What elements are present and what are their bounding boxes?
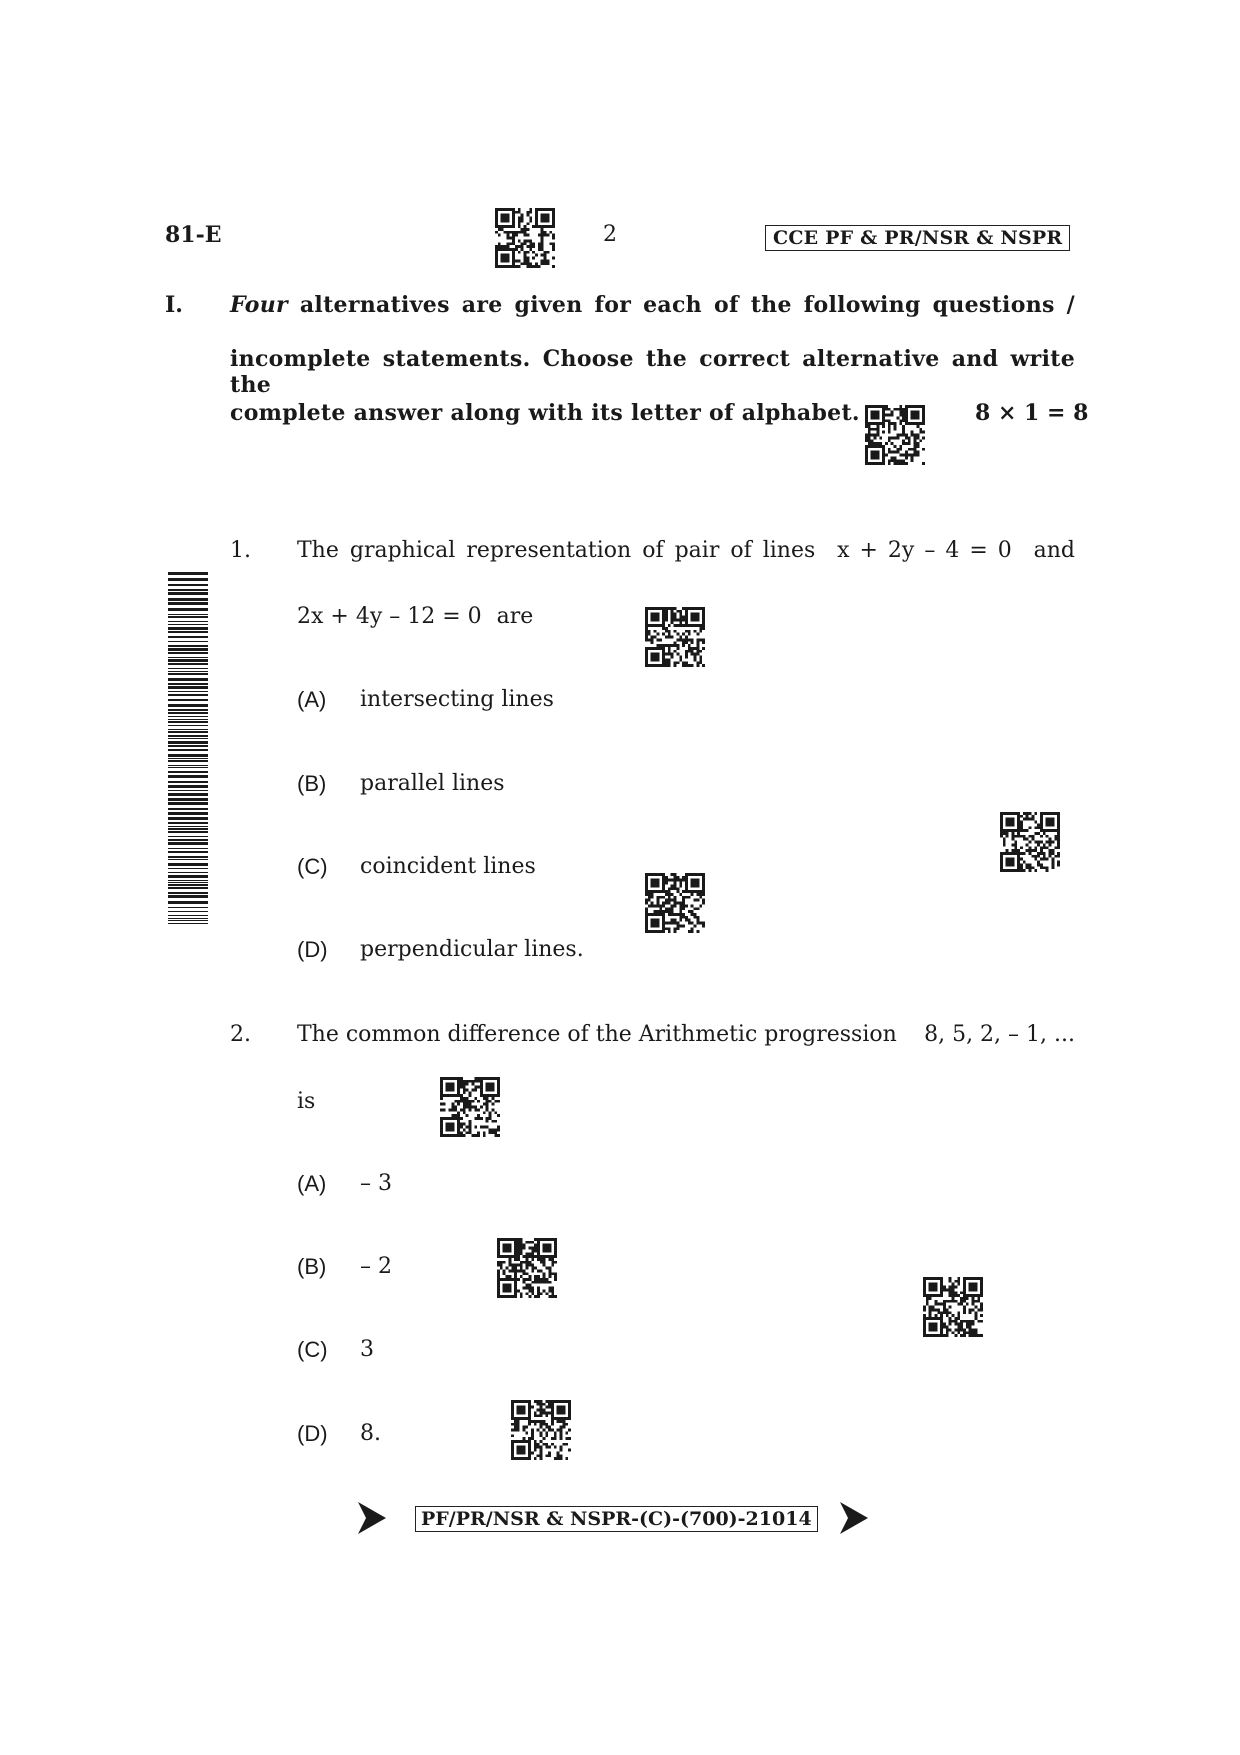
exam-code-box: CCE PF & PR/NSR & NSPR (765, 225, 1070, 251)
question-2-sequence: 8, 5, 2, – 1, ... (924, 1022, 1075, 1047)
instruction-emphasis: Four (230, 292, 288, 318)
question-1-and: and (1033, 538, 1075, 563)
q2-option-a-letter: (A) (297, 1171, 327, 1196)
q2-option-b-text: – 2 (360, 1254, 392, 1279)
arrow-right-icon (357, 1501, 387, 1535)
question-1-equation-2: 2x + 4y – 12 = 0 (297, 604, 482, 629)
question-1-equation-1: x + 2y – 4 = 0 (837, 538, 1012, 563)
instruction-line-3: complete answer along with its letter of alphabet. (230, 400, 860, 426)
q2-option-d-text: 8. (360, 1421, 381, 1446)
q1-option-c-letter: (C) (297, 854, 328, 879)
question-1-text: The graphical representation of pair of lines (297, 538, 816, 563)
qr-code-icon (495, 208, 555, 268)
qr-code-icon (497, 1238, 557, 1298)
q1-option-b-letter: (B) (297, 771, 327, 796)
qr-code-icon (1000, 812, 1060, 872)
q2-option-c-text: 3 (360, 1337, 374, 1362)
qr-code-icon (440, 1077, 500, 1137)
paper-code: 81-E (165, 222, 222, 248)
q1-option-a-text: intersecting lines (360, 687, 554, 712)
q2-option-c-letter: (C) (297, 1337, 328, 1362)
q2-option-d-letter: (D) (297, 1421, 328, 1446)
q1-option-d-text: perpendicular lines. (360, 937, 584, 962)
q1-option-c-text: coincident lines (360, 854, 536, 879)
qr-code-icon (865, 405, 925, 465)
question-1-are: are (496, 604, 534, 629)
footer-code-box: PF/PR/NSR & NSPR-(C)-(700)-21014 (415, 1506, 818, 1532)
q2-option-b-letter: (B) (297, 1254, 327, 1279)
qr-code-icon (923, 1277, 983, 1337)
question-1-number: 1. (230, 538, 251, 563)
barcode-icon (168, 572, 208, 924)
q1-option-a-letter: (A) (297, 687, 327, 712)
question-1-line-1 (297, 538, 1075, 563)
question-2-text: The common difference of the Arithmetic progression (297, 1022, 897, 1047)
section-number: I. (165, 292, 183, 318)
question-2-line-1 (297, 1022, 1075, 1047)
marks-allocation: 8 × 1 = 8 (975, 400, 1089, 426)
question-1-line-2 (297, 604, 533, 629)
qr-code-icon (645, 607, 705, 667)
question-2-number: 2. (230, 1022, 251, 1047)
arrow-right-icon (839, 1501, 869, 1535)
q1-option-b-text: parallel lines (360, 771, 505, 796)
q1-option-d-letter: (D) (297, 937, 328, 962)
instruction-line-1 (230, 292, 1075, 318)
question-2-line-2: is (297, 1089, 316, 1114)
instruction-line-1-rest: alternatives are given for each of the following questions / (287, 292, 1075, 318)
instruction-line-2: incomplete statements. Choose the correct alternative and write the (230, 346, 1075, 398)
qr-code-icon (511, 1400, 571, 1460)
page-number: 2 (603, 222, 617, 247)
q2-option-a-text: – 3 (360, 1171, 392, 1196)
qr-code-icon (645, 873, 705, 933)
